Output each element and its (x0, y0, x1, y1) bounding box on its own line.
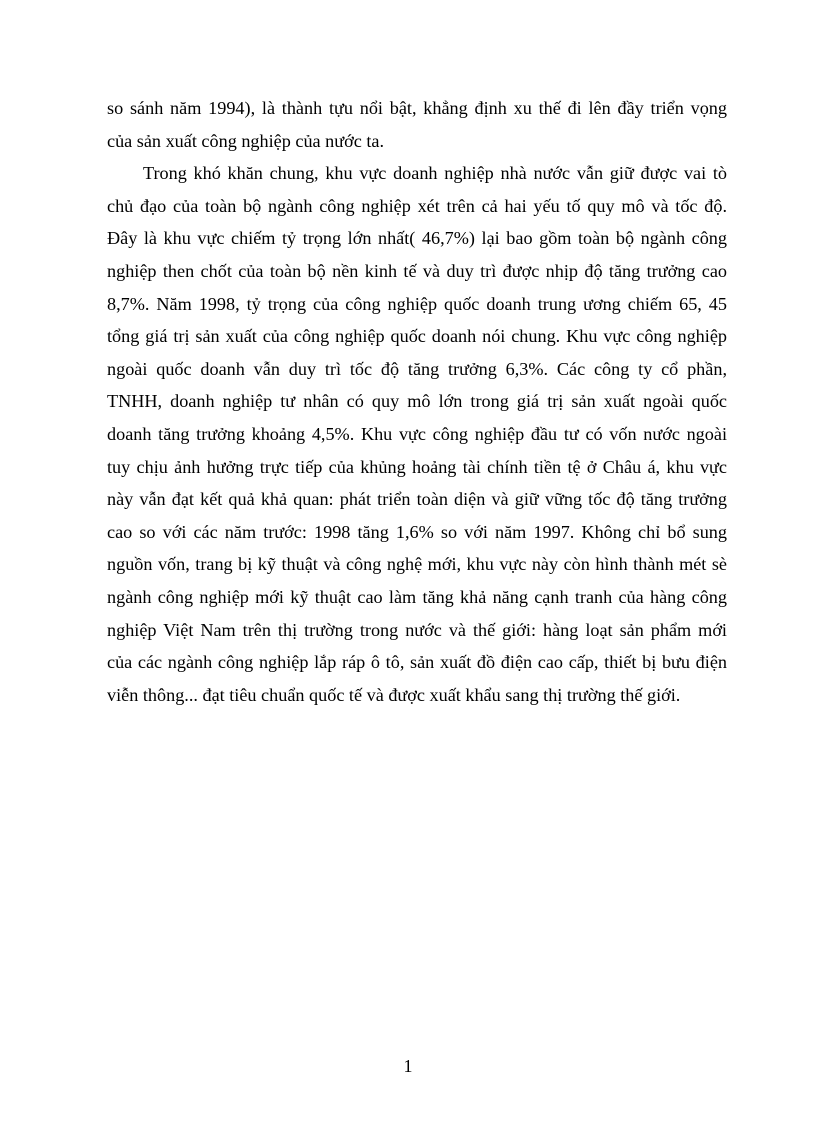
paragraph-line: của các ngành công nghiệp lắp ráp ô tô, sản xuất đồ điện cao cấp, thiết bị bưu điện (107, 652, 727, 673)
paragraph-line: của sản xuất công nghiệp của nước ta. (107, 130, 385, 151)
body-text (107, 92, 727, 711)
paragraph-line: cao so với các năm trước: 1998 tăng 1,6% so với năm 1997. Không chỉ bổ sung (107, 521, 727, 542)
paragraph-line: này vẫn đạt kết quả khả quan: phát triển toàn diện và giữ vững tốc độ tăng trưởng (107, 489, 727, 510)
paragraph-line: ngành công nghiệp mới kỹ thuật cao làm tăng khả năng cạnh tranh của hàng công (107, 586, 727, 607)
paragraph-1 (107, 92, 727, 157)
paragraph-line: nguồn vốn, trang bị kỹ thuật và công nghệ mới, khu vực này còn hình thành mét sè (107, 554, 727, 575)
paragraph-line: 8,7%. Năm 1998, tỷ trọng của công nghiệp quốc doanh trung ương chiếm 65, 45 (107, 293, 727, 314)
paragraph-line: doanh tăng trưởng khoảng 4,5%. Khu vực công nghiệp đầu tư có vốn nước ngoài (107, 423, 727, 444)
paragraph-2 (107, 157, 727, 711)
paragraph-line: Trong khó khăn chung, khu vực doanh nghiệp nhà nước vẫn giữ được vai tò (143, 163, 727, 184)
paragraph-line: Đây là khu vực chiếm tỷ trọng lớn nhất( 46,7%) lại bao gồm toàn bộ ngành công (107, 228, 727, 249)
paragraph-line: chủ đạo của toàn bộ ngành công nghiệp xét trên cả hai yếu tố quy mô và tốc độ. (107, 195, 727, 216)
paragraph-line: tổng giá trị sản xuất của công nghiệp quốc doanh nói chung. Khu vực công nghiệp (107, 326, 727, 347)
paragraph-line: viễn thông... đạt tiêu chuẩn quốc tế và được xuất khẩu sang thị trường thế giới. (107, 684, 681, 705)
paragraph-line: ngoài quốc doanh vẫn duy trì tốc độ tăng trưởng 6,3%. Các công ty cổ phần, (107, 358, 727, 379)
page-number: 1 (403, 1056, 413, 1076)
paragraph-line: nghiệp Việt Nam trên thị trường trong nước và thế giới: hàng loạt sản phẩm mới (107, 619, 727, 640)
paragraph-line: so sánh năm 1994), là thành tựu nổi bật, khẳng định xu thế đi lên đầy triển vọng (107, 98, 727, 118)
paragraph-line: tuy chịu ảnh hưởng trực tiếp của khủng hoảng tài chính tiền tệ ở Châu á, khu vực (107, 456, 727, 477)
paragraph-line: nghiệp then chốt của toàn bộ nền kinh tế và duy trì được nhịp độ tăng trưởng cao (107, 260, 727, 281)
paragraph-line: TNHH, doanh nghiệp tư nhân có quy mô lớn trong giá trị sản xuất ngoài quốc (107, 391, 727, 412)
